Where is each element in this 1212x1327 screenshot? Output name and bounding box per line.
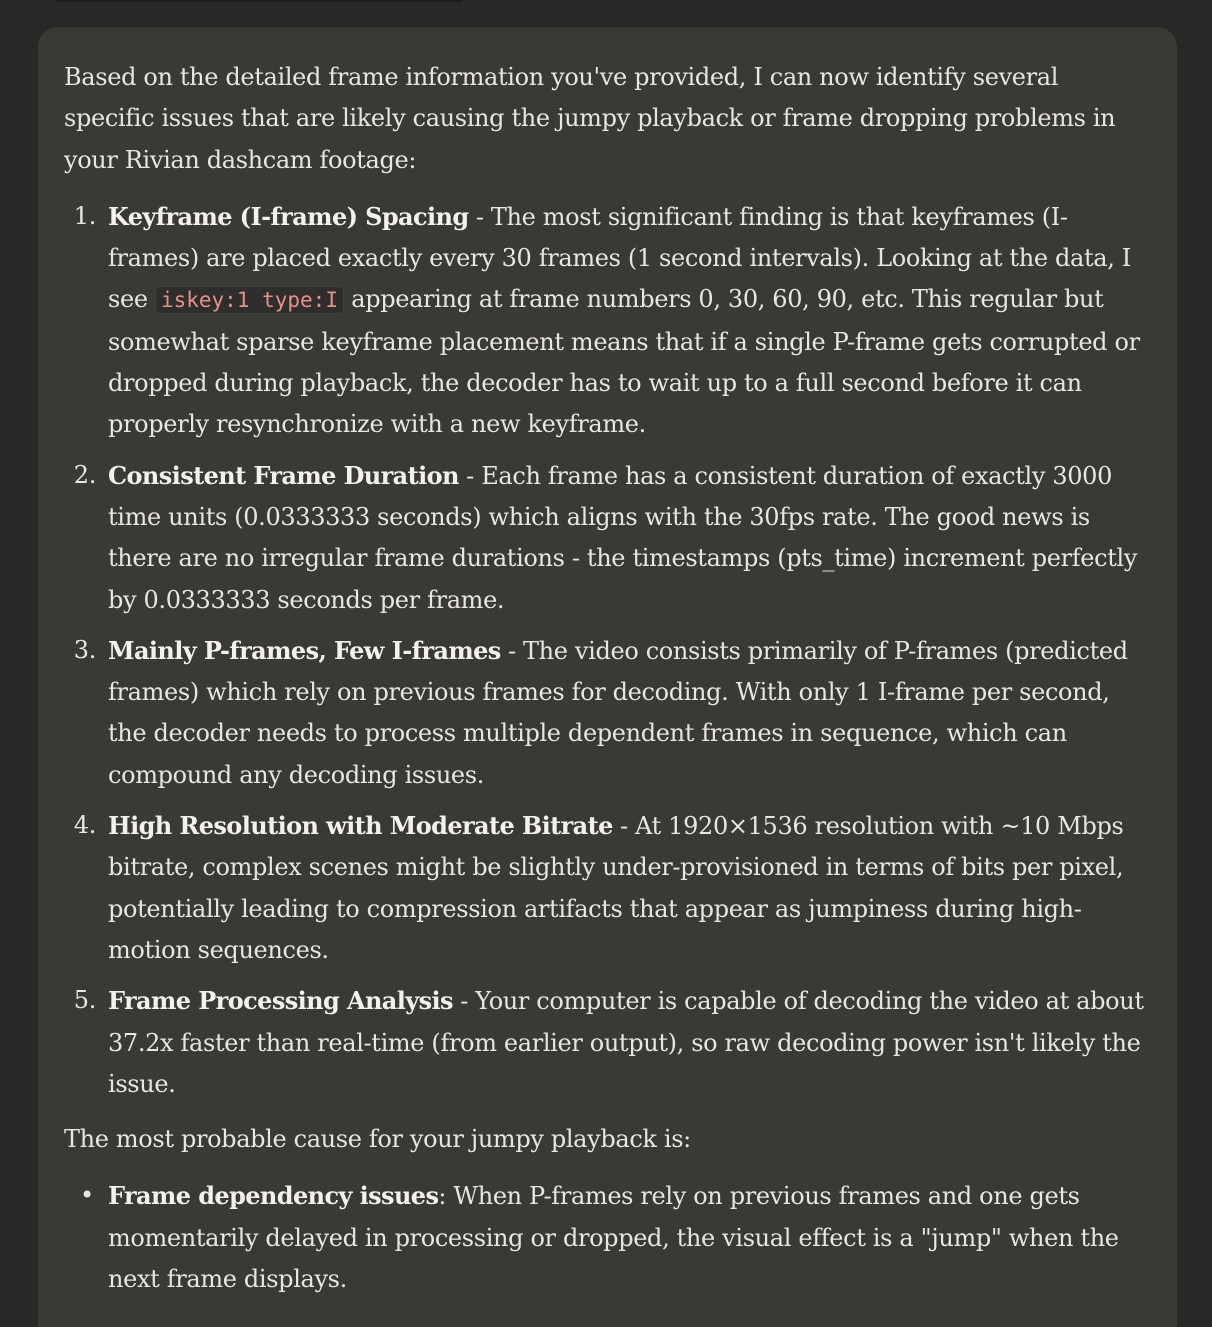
cause-text: : When P-frames rely on previous frames and one gets momentarily delayed in processing or dropped, the visual effect is a "jump" when the next frame displays. xyxy=(108,1182,1119,1294)
top-divider xyxy=(57,0,462,2)
list-marker: 2. xyxy=(73,460,96,489)
issue-item-keyframe-spacing xyxy=(64,196,1155,446)
bullet-marker: • xyxy=(80,1181,94,1210)
list-marker: 5. xyxy=(73,986,96,1015)
list-marker: 4. xyxy=(73,811,96,840)
cause-item-frame-dependency xyxy=(64,1175,1155,1300)
assistant-message xyxy=(38,27,1177,1327)
issue-item-frame-duration xyxy=(64,455,1155,621)
issue-title: Consistent Frame Duration xyxy=(108,460,459,490)
inline-code: iskey:1 type:I xyxy=(155,286,344,314)
causes-list xyxy=(64,1175,1155,1300)
issue-text: appearing at frame numbers 0, 30, 60, 90, etc. This regular but somewhat sparse keyframe placement means that if a single P-frame gets corrupted or dropped during playback, the decoder has to wait up to a full second before it can properly resynchronize with a new keyframe. xyxy=(108,285,1140,439)
issue-item-processing-analysis xyxy=(64,980,1155,1105)
list-marker: 1. xyxy=(73,201,96,230)
issue-title: Frame Processing Analysis xyxy=(108,986,453,1016)
issue-text: - The video consists primarily of P-frames (predicted frames) which rely on previous frames for decoding. With only 1 I-frame per second, the decoder needs to process multiple dependent frames in sequence, which can compound any decoding issues. xyxy=(108,636,1128,789)
issue-title: High Resolution with Moderate Bitrate xyxy=(108,811,613,841)
intro-paragraph: Based on the detailed frame information you've provided, I can now identify several specific issues that are likely causing the jumpy playback or frame dropping problems in your Rivian dashcam footage: xyxy=(64,63,1116,174)
cause-title: Frame dependency issues xyxy=(108,1181,439,1211)
issue-text: - At 1920×1536 resolution with ~10 Mbps bitrate, complex scenes might be slightly under-provisioned in terms of bits per pixel, potentially leading to compression artifacts that appear as jumpiness during high-motion sequences. xyxy=(108,812,1124,964)
issue-text: - Your computer is capable of decoding the video at about 37.2x faster than real-time (from earlier output), so raw decoding power isn't likely the issue. xyxy=(108,987,1144,1098)
issue-title: Mainly P-frames, Few I-frames xyxy=(108,635,501,665)
list-marker: 3. xyxy=(73,635,96,664)
issue-item-p-frames xyxy=(64,630,1155,796)
issue-text: - Each frame has a consistent duration of exactly 3000 time units (0.0333333 seconds) which aligns with the 30fps rate. The good news is there are no irregular frame durations - the timestamps (pts_time) increment perfectly by 0.0333333 seconds per frame. xyxy=(108,461,1138,614)
issue-title: Keyframe (I-frame) Spacing xyxy=(108,201,469,231)
issue-item-resolution-bitrate xyxy=(64,805,1155,971)
summary-paragraph: The most probable cause for your jumpy playback is: xyxy=(64,1125,691,1154)
issues-list xyxy=(64,196,1155,1105)
issue-text: - The most significant finding is that keyframes (I-frames) are placed exactly every 30 frames (1 second intervals). Looking at the data, I see xyxy=(108,202,1131,314)
